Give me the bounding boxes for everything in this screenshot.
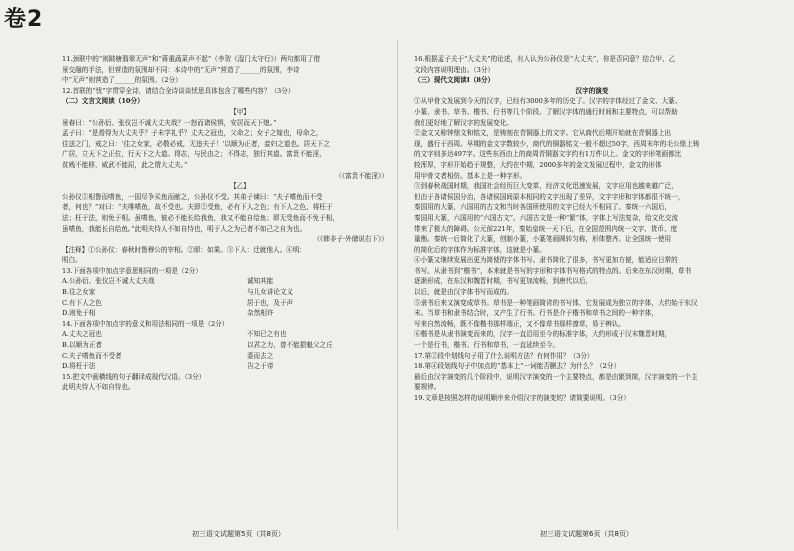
right-line: 书写。从隶书到“楷书”，本来就是书写的字形和字体书写格式的特点的。后来在东汉时期，草书 <box>414 266 692 275</box>
left-line: 往送之门，戒之曰：‘往之女家，必敬必戒，无违夫子！’以顺为正者，妾妇之道也。居天下之 <box>62 139 330 148</box>
left-line: （《富贵不能淫》） <box>335 171 388 180</box>
right-line: 17.第②段中划线句子用了什么说明方法？有何作用？（3分） <box>414 351 594 360</box>
left-line: C.有下人之色 居于也，及于声 <box>62 298 294 307</box>
left-line: 明白。 <box>62 256 82 265</box>
left-page <box>62 54 418 524</box>
right-line: 量衡。秦统一后简化了大篆，创制小篆，小篆笔画圆转匀称，形体整齐。让全国统一使用 <box>414 235 672 244</box>
left-line: 贫贱不能移，威武不能屈，此之谓大丈夫。” <box>62 160 188 169</box>
volume-tag: 卷2 <box>4 7 44 32</box>
left-line: 虽嗜鱼，我能长自给鱼。”此明夫恃人不如自恃也，明于人之为己者不如己之自为也。 <box>62 224 307 233</box>
left-line: 【注释】①公孙仪：春秋时鲁穆公的宰相。②即：如果。③下人：迁就他人。④明： <box>62 245 306 254</box>
right-line: 最后由汉字演变的几个阶段中，说明汉字演变的一个主要特点，都是由繁到简，汉字演变的一个主 <box>414 372 698 381</box>
right-line: 汉字的演变 <box>575 86 609 95</box>
left-line: （二）文言文阅读（10分） <box>62 97 144 106</box>
left-line: 【乙】 <box>230 182 250 191</box>
right-line: ⑥楷书是从隶书演变而来的，汉字一直沿用至今的标准字体，大约形成于汉末魏晋时期， <box>414 330 672 339</box>
right-line: ②金文又称钟鼎文和铭文，是铸刻在青铜器上的文字。它从商代后期开始就在青铜器上出 <box>414 129 672 138</box>
left-line: 此明夫恃人不如自恃也。 <box>62 383 135 392</box>
right-line: 18.第④段划线句子中加点的“基本上”一词能否删去？为什么？（2分） <box>414 362 621 371</box>
right-line: 16.根据孟子关于“大丈夫”的论述，有人认为公孙仪是“大丈夫”，你是否同意？结合甲、乙 <box>414 55 676 63</box>
right-page-footer: 初三语文试题第6页（共8页） <box>540 530 633 538</box>
left-line: A.丈夫之冠也 不知已之有也 <box>62 330 287 339</box>
right-line: ④小篆又继续发展出更为简便的字体书写。隶书简化了很多，书写更加方便，能适应日常的 <box>414 256 678 265</box>
right-line: 逐渐形成，在东汉和魏晋时期，书写更加流畅，到唐代以后， <box>414 277 593 286</box>
left-line: 12.首联的“忧”字贯穿全诗，请结合全诗谈谈忧思具体包含了哪些内容？（3分） <box>62 86 295 95</box>
right-line: （三）现代文阅读Ⅰ（8分） <box>414 76 495 85</box>
left-line: 孟子曰：“是焉得为大丈夫乎？子未学礼乎？丈夫之冠也，父命之；女子之嫁也，母命之， <box>62 129 323 138</box>
left-line: B.往之女家 与儿女讲论文义 <box>62 288 294 297</box>
right-line: 19.文章是按照怎样的说明顺序来介绍汉字的演变的？请简要说明。（3分） <box>414 394 630 402</box>
right-line: 末。当草书和隶书结合时，又产生了行书。行书是介于楷书和草书之间的一种字体， <box>414 309 658 318</box>
right-line: 我们更好地了解汉字的发展变化。 <box>414 118 513 127</box>
right-page <box>414 54 770 524</box>
left-line: 者，何也？”对曰：“夫唯嗜鱼，故不受也。夫即②受鱼，必有下人之色；有下人之色，将枉于 <box>62 203 333 212</box>
right-line: 小篆、隶书、草书、楷书、行书等几个阶段。了解汉字体的通行时间和主要特点，可以帮助 <box>414 107 678 116</box>
left-line: 广居，立天下之正位，行天下之大道。得志，与民由之；不得志，独行其道。富贵不能淫， <box>62 150 326 159</box>
right-line: 要规律。 <box>414 383 441 392</box>
left-line: D.将枉于法 告之于帝 <box>62 362 274 371</box>
right-line: 现，盛行于西周。早期的金文字数较少，商代的铜器铭文一般不超过50字，西周末年的毛公鼎上铸 <box>414 139 700 148</box>
right-line: 秦国用大篆，六国用的“六国古文”。六国古文是一种“繁”体，字体上写法复杂，给文化交流 <box>414 213 679 222</box>
right-line: 用甲骨文者相仿。基本上是一种字形。 <box>414 171 527 180</box>
left-line: 公孙仪①相鲁而嗜鱼，一国尽争买鱼而献之，公孙仪不受。其弟子谏曰：“夫子嗜鱼而不受 <box>62 192 323 201</box>
right-line: ⑤隶书后来又演变成草书。草书是一种笔画简省的书写体，它发展成为独立的字体，大约始于东汉 <box>414 298 698 307</box>
right-line: 的简化后的字体作为标准字体，这就是小篆。 <box>414 245 546 254</box>
right-line: 较浑厚，字形开始趋于规整，大约在中期，2000多年的金文发展过程中，金文的形体 <box>414 160 662 169</box>
right-line: ③到春秋战国时期，我国社会经历巨大变革，经济文化迅速发展，文字应用也越来越广泛， <box>414 182 678 191</box>
right-line: 秦国用的大篆，六国用的古文和当时各国所使用的文字已经大不相同了。秦统一六国后， <box>414 203 672 212</box>
right-line: 以后，就是由汉字体书写而成的。 <box>414 288 513 297</box>
left-line: D.则免于相 杂然相许 <box>62 309 274 318</box>
right-line: 的文字则多达497字。这些东西由上的商周青铜器文字约有1万件以上。金文的字形笔画都比 <box>414 150 682 159</box>
left-page-footer: 初三语文试题第5页（共8页） <box>192 530 285 538</box>
right-line: 文段内容说明理由。（3分） <box>414 65 495 74</box>
left-line: A.公孙衍、张仪岂不诚大丈夫哉 诚知其能 <box>62 277 274 286</box>
left-line: 11.颈联中的“则陂塘翡翠无声”和“蒋重蔬菜声不起”（李贺《湿门太守行》）两句都用了借 <box>62 55 321 63</box>
left-line: 景春曰：“公孙衍、张仪岂不诚大丈夫哉？一怒而诸侯惧，安居而天下熄。” <box>62 118 277 127</box>
left-line: 法；枉于法，则免于相。虽嗜鱼，彼必不能长给我鱼，我又不能自给鱼；即无受鱼而不免于相， <box>62 213 339 222</box>
left-line: 【甲】 <box>230 107 250 116</box>
left-line: 15.把文中画横线的句子翻译成现代汉语。（3分） <box>62 372 206 381</box>
left-line: 13.下面各项中加点字意思相同的一项是（2分） <box>62 266 202 275</box>
left-line: C.夫子嗜鱼而不受者 委而去之 <box>62 351 274 360</box>
left-line: 中“无声”则营造了______的氛围。（2分） <box>62 76 182 85</box>
right-line: 写来自然流畅，既不像楷书那样端正，又不像草书那样潦草，易于辨认。 <box>414 319 625 328</box>
left-line: （《韩非子·外储说右下》） <box>313 235 388 244</box>
left-line: B.以顺为正者 以君之力，曾不能损魁父之丘 <box>62 341 333 350</box>
left-line: 14.下面各项中加点字的意义和用法相同的一项是（2分） <box>62 319 229 328</box>
left-line: 景交融的手法，但营造的氛围却不同：本诗中的“无声”营造了______的氛围，李诗 <box>62 65 300 74</box>
right-line: 带来了极大的障碍。公元前221年，秦始皇统一天下后，在全国范围内统一文字、货币、度 <box>414 224 678 233</box>
right-line: 但由于各诸侯国分治，各诸侯国间原本相同的文字出现了差异，文字字形和字体都很不统一， <box>414 192 685 201</box>
right-line: 一个是行书，楷书、行书和草书，一直延续至今。 <box>414 341 560 350</box>
right-line: ①从甲骨文发展到今天的汉字，已经有3000多年的历史了。汉字的字体经过了金文、大篆、 <box>414 97 682 106</box>
